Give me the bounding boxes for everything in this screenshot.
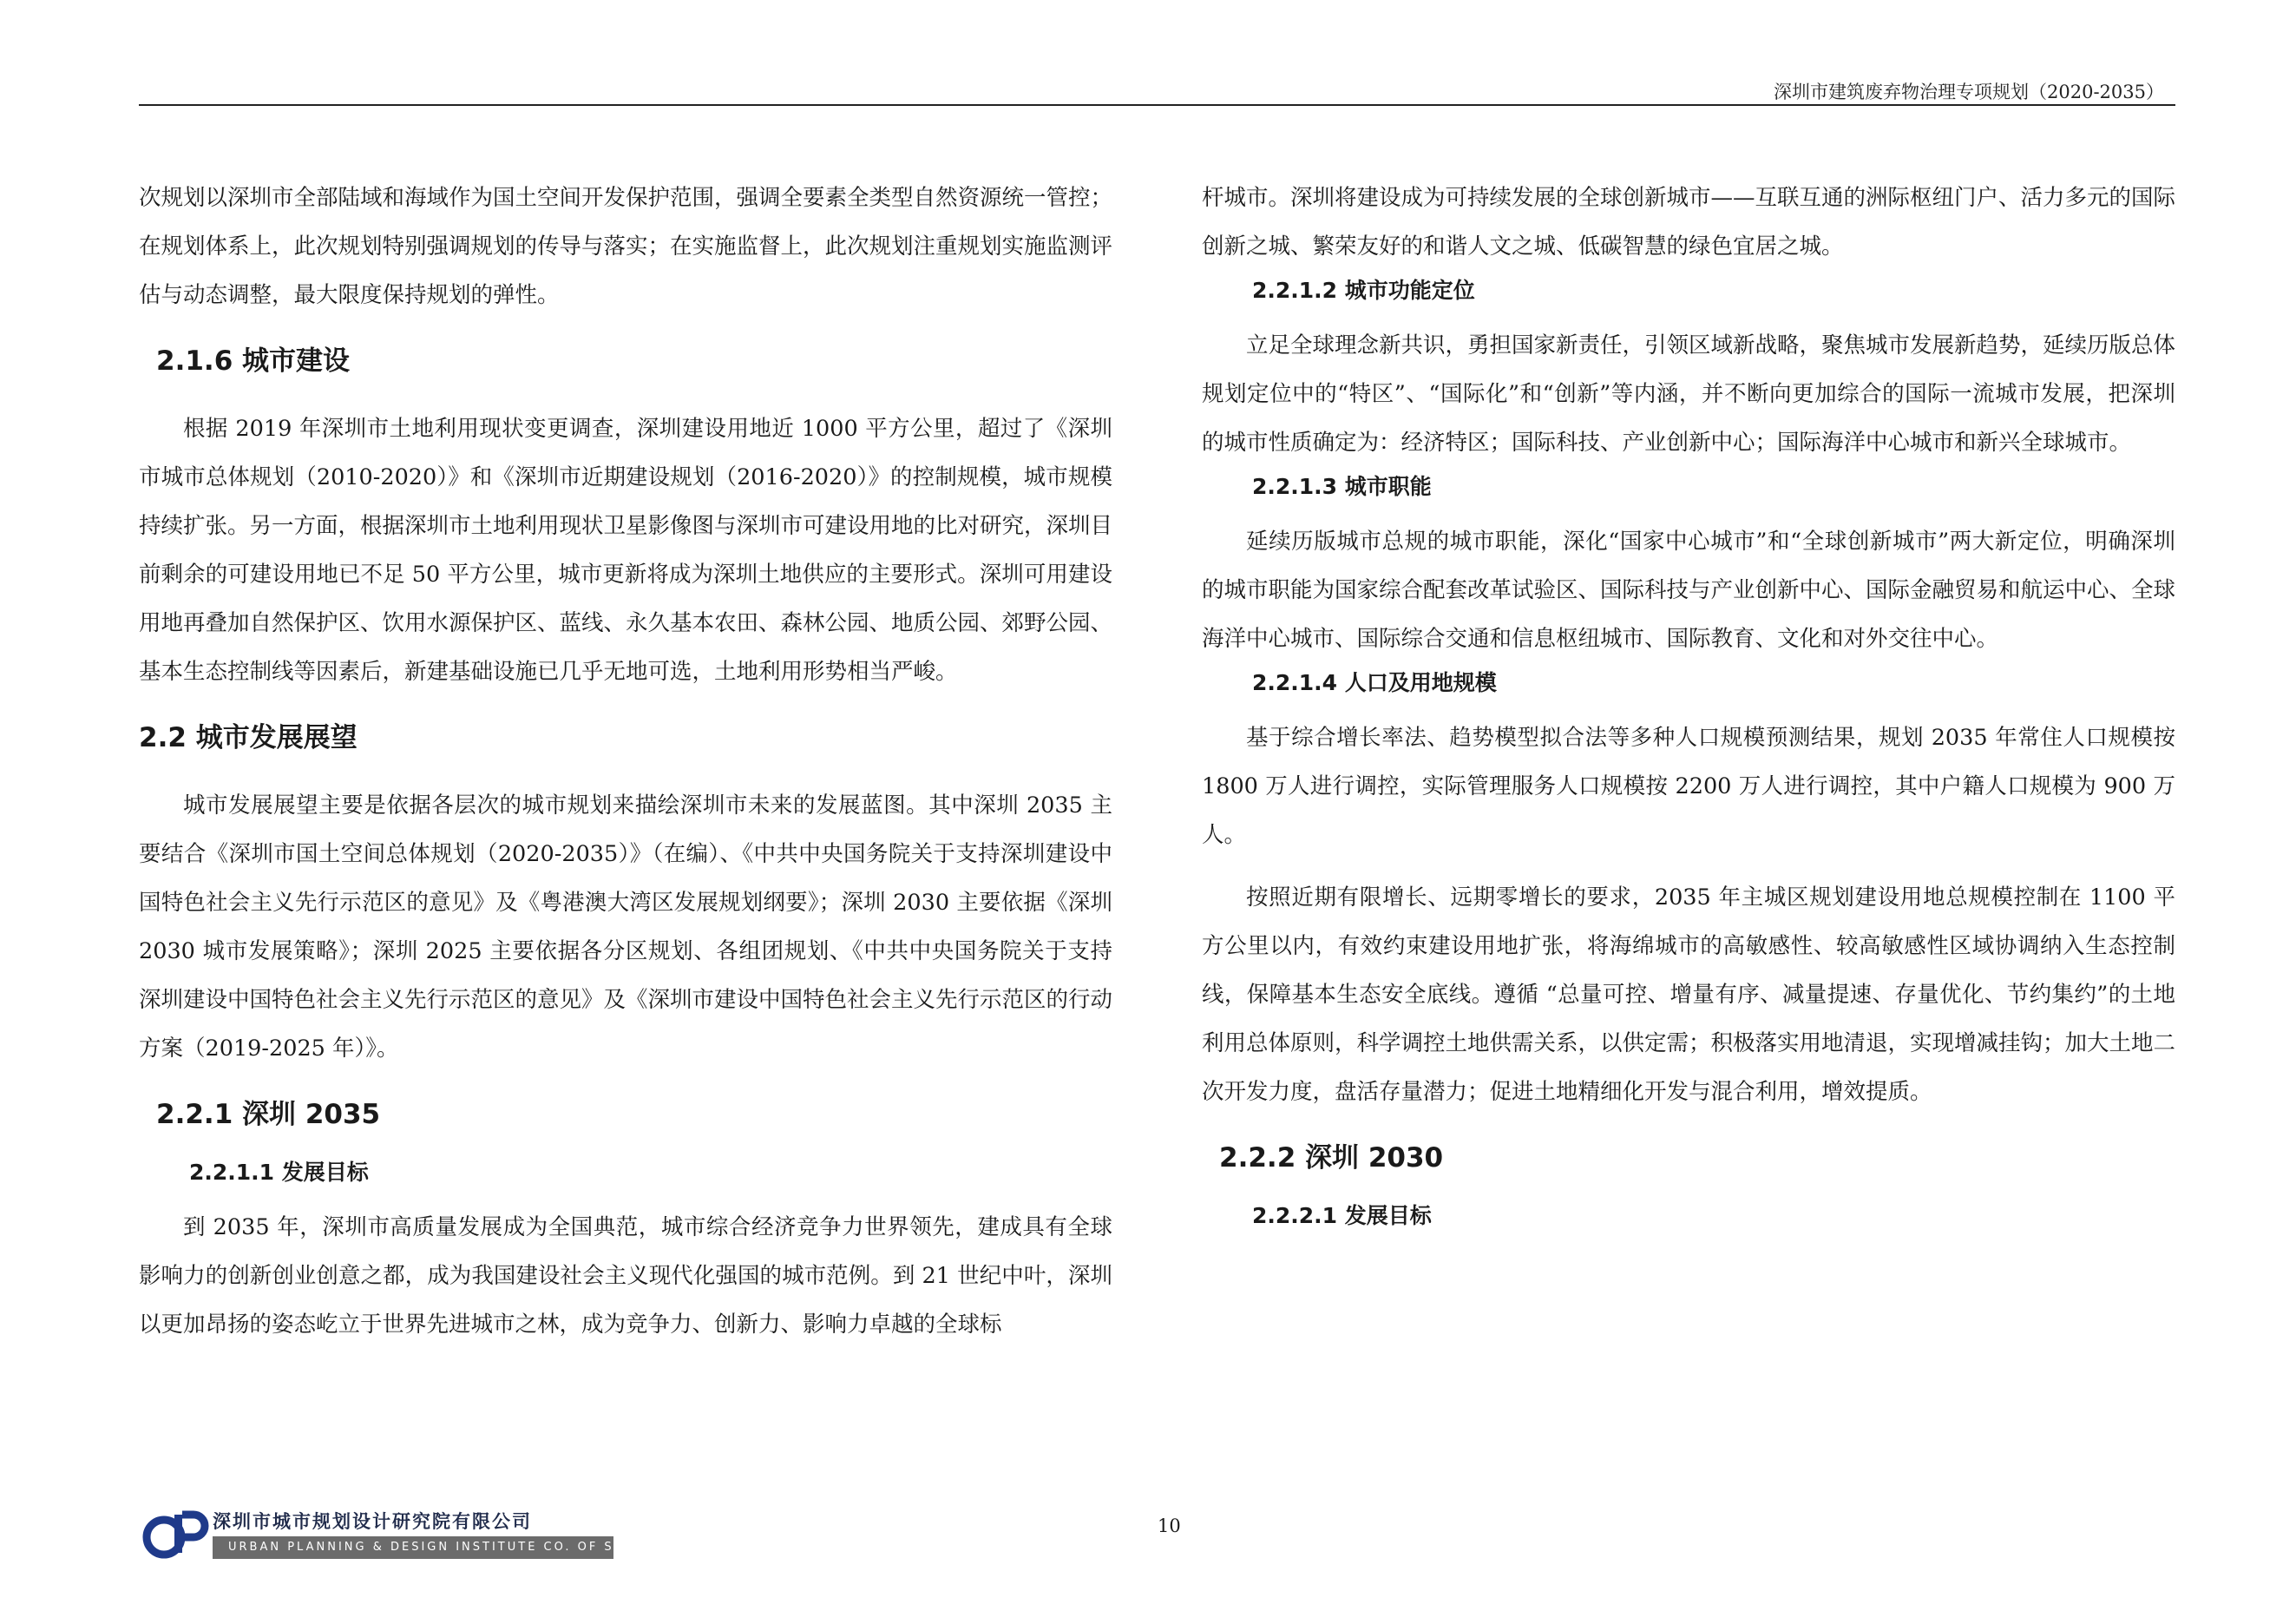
right-column: [1202, 174, 2175, 1246]
section-heading-2-1-6: 2.1.6 城市建设: [156, 345, 351, 377]
subsection-heading-2-2-1-1: 2.2.1.1 发展目标: [189, 1160, 369, 1185]
paragraph: 城市发展展望主要是依据各层次的城市规划来描绘深圳市未来的发展蓝图。其中深圳 2035 主要结合《深圳市国土空间总体规划（2020-2035）》（在编）、《中共中央国务院关于支持深圳建设中国特色社会主义先行示范区的意见》及《粤港澳大湾区发展规划纲要》；深圳 2030 主要依据《深圳 2030 城市发展策略》；深圳 2025 主要依据各分区规划、各组团规划、《中共中央国务院关于支持深圳建设中国特色社会主义先行示范区的意见》及《深圳市建设中国特色社会主义先行示范区的行动方案（2019-2025 年）》。: [139, 792, 1113, 1062]
paragraph: 按照近期有限增长、远期零增长的要求，2035 年主城区规划建设用地总规模控制在 1100 平方公里以内，有效约束建设用地扩张，将海绵城市的高敏感性、较高敏感性区域协调纳入生态控制线，保障基本生态安全底线。遵循 “总量可控、增量有序、减量提速、存量优化、节约集约”的土地利用总体原则，科学调控土地供需关系，以供定需；积极落实用地清退，实现增减挂钩；加大土地二次开发力度，盘活存量潜力；促进土地精细化开发与混合利用，增效提质。: [1202, 884, 2176, 1105]
section-heading-2-2-1: 2.2.1 深圳 2035: [156, 1099, 381, 1130]
updis-logo-icon: [141, 1509, 211, 1558]
subsection-heading-2-2-1-3: 2.2.1.3 城市职能: [1252, 474, 1432, 499]
section-heading-2-2-2: 2.2.2 深圳 2030: [1219, 1142, 1444, 1174]
header-title: 深圳市建筑废弃物治理专项规划（2020-2035）: [1774, 82, 2164, 102]
footer-org-english: URBAN PLANNING & DESIGN INSTITUTE CO. OF SHENZHEN: [213, 1536, 613, 1559]
paragraph: 立足全球理念新共识，勇担国家新责任，引领区域新战略，聚焦城市发展新趋势，延续历版总体规划定位中的“特区”、“国际化”和“创新”等内涵，并不断向更加综合的国际一流城市发展，把深圳的城市性质确定为：经济特区；国际科技、产业创新中心；国际海洋中心城市和新兴全球城市。: [1202, 332, 2176, 456]
header-rule: [139, 104, 2175, 106]
paragraph: 次规划以深圳市全部陆域和海域作为国土空间开发保护范围，强调全要素全类型自然资源统一管控；在规划体系上，此次规划特别强调规划的传导与落实；在实施监督上，此次规划注重规划实施监测评估与动态调整，最大限度保持规划的弹性。: [139, 185, 1113, 308]
footer-org-name: 深圳市城市规划设计研究院有限公司: [213, 1511, 532, 1532]
left-column: [139, 174, 1112, 1349]
paragraph: 到 2035 年，深圳市高质量发展成为全国典范，城市综合经济竞争力世界领先，建成具有全球影响力的创新创业创意之都，成为我国建设社会主义现代化强国的城市范例。到 21 世纪中叶，深圳以更加昂扬的姿态屹立于世界先进城市之林，成为竞争力、创新力、影响力卓越的全球标: [139, 1214, 1112, 1338]
paragraph: 延续历版城市总规的城市职能，深化“国家中心城市”和“全球创新城市”两大新定位，明确深圳的城市职能为国家综合配套改革试验区、国际科技与产业创新中心、国际金融贸易和航运中心、全球海洋中心城市、国际综合交通和信息枢纽城市、国际教育、文化和对外交往中心。: [1202, 529, 2176, 652]
paragraph: 根据 2019 年深圳市土地利用现状变更调查，深圳建设用地近 1000 平方公里，超过了《深圳市城市总体规划（2010-2020）》和《深圳市近期建设规划（2016-2020）》的控制规模，城市规模持续扩张。另一方面，根据深圳市土地利用现状卫星影像图与深圳市可建设用地的比对研究，深圳目前剩余的可建设用地已不足 50 平方公里，城市更新将成为深圳土地供应的主要形式。深圳可用建设用地再叠加自然保护区、饮用水源保护区、蓝线、永久基本农田、森林公园、地质公园、郊野公园、基本生态控制线等因素后，新建基础设施已几乎无地可选，土地利用形势相当严峻。: [139, 416, 1113, 685]
subsection-heading-2-2-1-4: 2.2.1.4 人口及用地规模: [1252, 670, 1497, 695]
subsection-heading-2-2-2-1: 2.2.2.1 发展目标: [1252, 1203, 1432, 1228]
subsection-heading-2-2-1-2: 2.2.1.2 城市功能定位: [1252, 278, 1475, 303]
page-number: 10: [1158, 1516, 1181, 1536]
paragraph: 杆城市。深圳将建设成为可持续发展的全球创新城市——互联互通的洲际枢纽门户、活力多元的国际创新之城、繁荣友好的和谐人文之城、低碳智慧的绿色宜居之城。: [1202, 185, 2176, 260]
paragraph: 基于综合增长率法、趋势模型拟合法等多种人口规模预测结果，规划 2035 年常住人口规模按 1800 万人进行调控，实际管理服务人口规模按 2200 万人进行调控，其中户籍人口规模为 900 万人。: [1202, 725, 2175, 848]
section-heading-2-2: 2.2 城市发展展望: [139, 722, 358, 753]
